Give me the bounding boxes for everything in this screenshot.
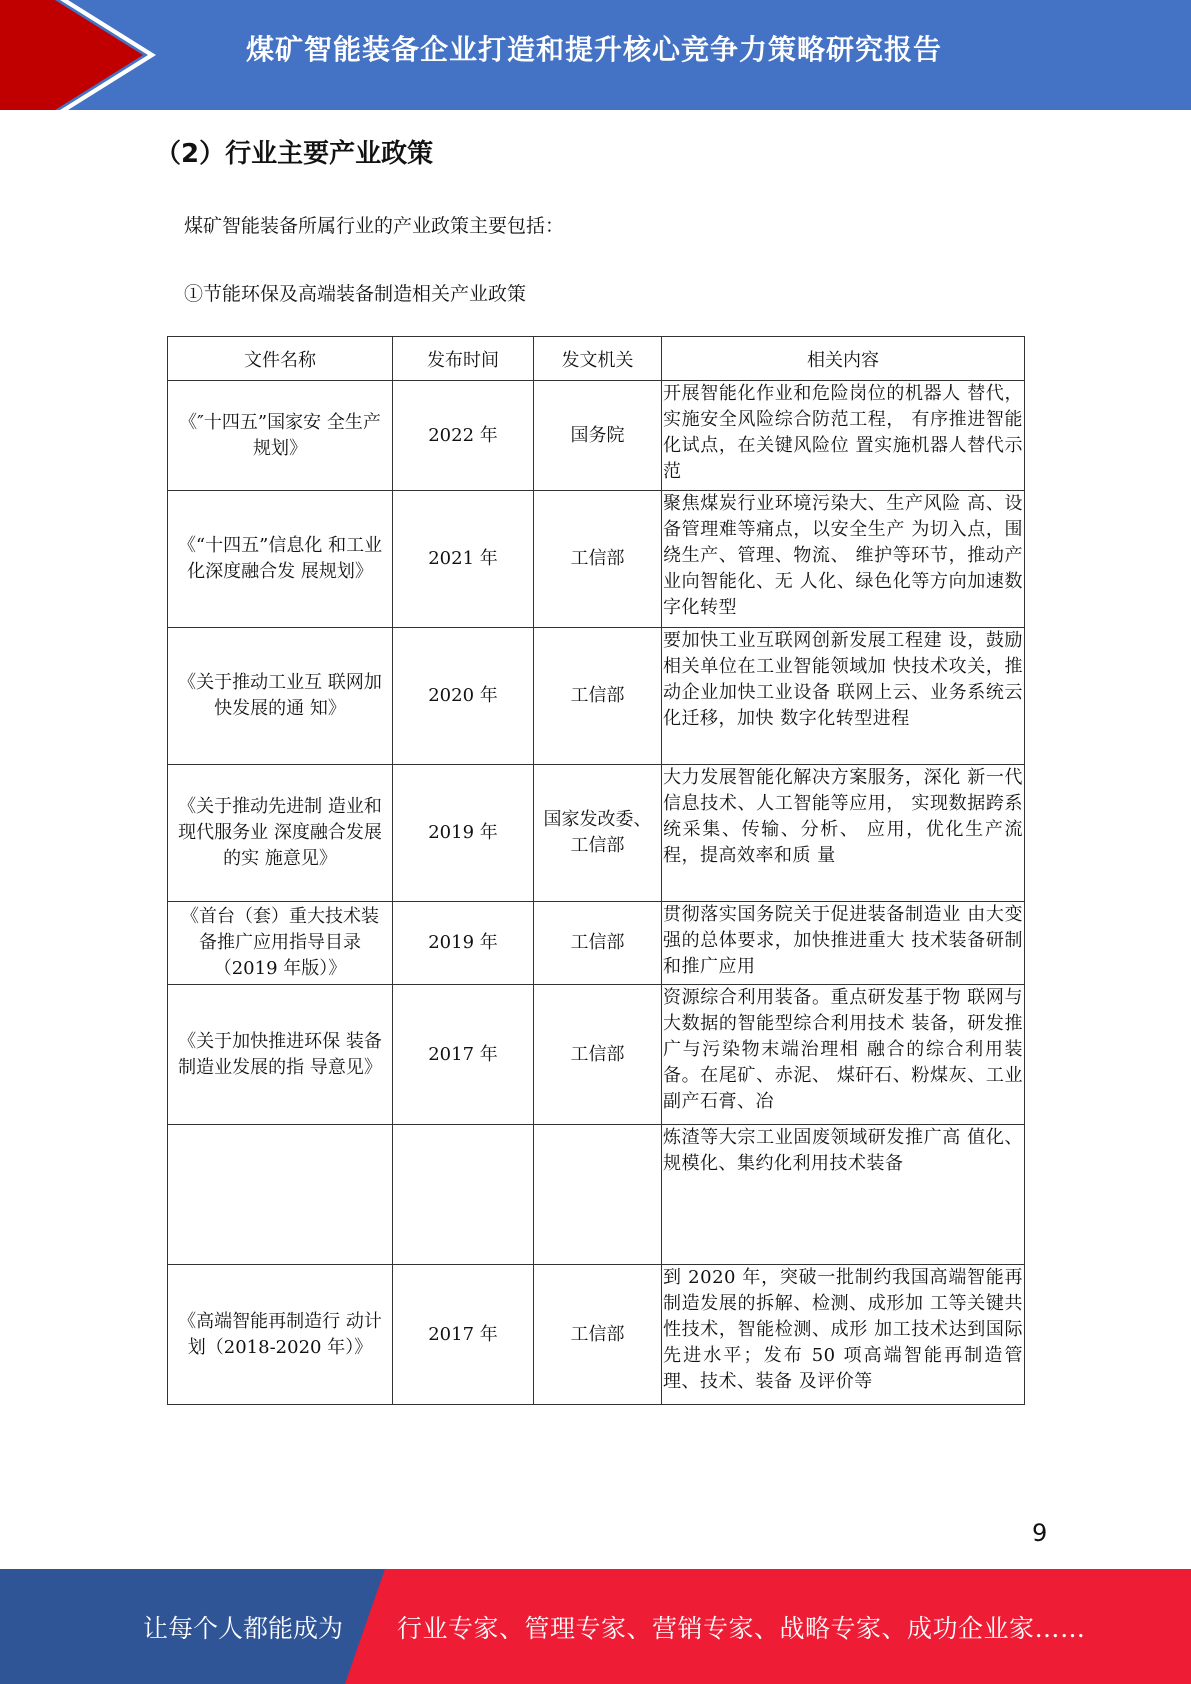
content-cell: 聚焦煤炭行业环境污染大、生产风险 高、设备管理难等痛点，以安全生产 为切入点，围绕生产、管理、物流、 维护等环节，推动产业向智能化、无 人化、绿色化等方向加速数字化转型 — [662, 491, 1025, 628]
issuing-agency-cell: 工信部 — [534, 491, 662, 628]
table-row — [168, 902, 1025, 985]
report-title: 煤矿智能装备企业打造和提升核心竞争力策略研究报告 — [246, 33, 943, 66]
publish-date-cell: 2021 年 — [393, 491, 534, 628]
page-header — [0, 0, 1191, 110]
issuing-agency-cell: 国务院 — [534, 381, 662, 491]
header-chevron-decoration — [0, 0, 160, 110]
content-cell: 资源综合利用装备。重点研发基于物 联网与大数据的智能型综合利用技术 装备，研发推广与污染物末端治理相 融合的综合利用装备。在尾矿、赤泥、 煤矸石、粉煤灰、工业副产石膏、冶 — [662, 985, 1025, 1125]
document-name-cell: 《首台（套）重大技术装备推广应用指导目录（2019 年版）》 — [168, 902, 393, 985]
document-name-cell: 《高端智能再制造行 动计划（2018-2020 年）》 — [168, 1265, 393, 1405]
issuing-agency-cell: 工信部 — [534, 1265, 662, 1405]
column-header-content: 相关内容 — [662, 337, 1025, 381]
content-cell: 大力发展智能化解决方案服务，深化 新一代信息技术、人工智能等应用， 实现数据跨系统采集、传输、分析、 应用，优化生产流程，提高效率和质 量 — [662, 765, 1025, 902]
sub-heading: ①节能环保及高端装备制造相关产业政策 — [184, 283, 527, 305]
document-name-cell — [168, 1125, 393, 1265]
column-header-agency: 发文机关 — [534, 337, 662, 381]
publish-date-cell: 2019 年 — [393, 902, 534, 985]
table-row — [168, 765, 1025, 902]
issuing-agency-cell: 工信部 — [534, 628, 662, 765]
document-name-cell: 《关于加快推进环保 装备制造业发展的指 导意见》 — [168, 985, 393, 1125]
section-heading: （2）行业主要产业政策 — [155, 139, 434, 169]
column-header-name: 文件名称 — [168, 337, 393, 381]
document-name-cell: 《关于推动工业互 联网加快发展的通 知》 — [168, 628, 393, 765]
table-row — [168, 491, 1025, 628]
issuing-agency-cell: 工信部 — [534, 985, 662, 1125]
publish-date-cell: 2019 年 — [393, 765, 534, 902]
document-name-cell: 《″十四五”国家安 全生产规划》 — [168, 381, 393, 491]
table-row — [168, 381, 1025, 491]
document-name-cell: 《“十四五”信息化 和工业化深度融合发 展规划》 — [168, 491, 393, 628]
publish-date-cell: 2020 年 — [393, 628, 534, 765]
issuing-agency-cell: 国家发改委、工信部 — [534, 765, 662, 902]
table-header-row — [168, 337, 1025, 381]
footer-slogan-right: 行业专家、管理专家、营销专家、战略专家、成功企业家…… — [397, 1614, 1086, 1643]
column-header-date: 发布时间 — [393, 337, 534, 381]
publish-date-cell: 2022 年 — [393, 381, 534, 491]
publish-date-cell: 2017 年 — [393, 985, 534, 1125]
issuing-agency-cell — [534, 1125, 662, 1265]
table-row — [168, 1265, 1025, 1405]
issuing-agency-cell: 工信部 — [534, 902, 662, 985]
publish-date-cell: 2017 年 — [393, 1265, 534, 1405]
document-name-cell: 《关于推动先进制 造业和现代服务业 深度融合发展的实 施意见》 — [168, 765, 393, 902]
intro-paragraph: 煤矿智能装备所属行业的产业政策主要包括： — [184, 215, 565, 237]
content-cell: 到 2020 年，突破一批制约我国高端智能再制造发展的拆解、检测、成形加 工等关键共性技术，智能检测、成形 加工技术达到国际先进水平；发布 50 项高端智能再制造管理、技术、装备 及评价等 — [662, 1265, 1025, 1405]
table-row — [168, 985, 1025, 1125]
content-cell: 开展智能化作业和危险岗位的机器人 替代，实施安全风险综合防范工程， 有序推进智能化试点，在关键风险位 置实施机器人替代示范 — [662, 381, 1025, 491]
table-row — [168, 628, 1025, 765]
content-cell: 炼渣等大宗工业固废领域研发推广高 值化、规模化、集约化利用技术装备 — [662, 1125, 1025, 1265]
publish-date-cell — [393, 1125, 534, 1265]
table-row — [168, 1125, 1025, 1265]
content-cell: 要加快工业互联网创新发展工程建 设，鼓励相关单位在工业智能领域加 快技术攻关，推动企业加快工业设备 联网上云、业务系统云化迁移，加快 数字化转型进程 — [662, 628, 1025, 765]
footer-slogan-left: 让每个人都能成为 — [143, 1614, 344, 1643]
content-cell: 贯彻落实国务院关于促进装备制造业 由大变强的总体要求，加快推进重大 技术装备研制和推广应用 — [662, 902, 1025, 985]
page-number: 9 — [1032, 1519, 1048, 1547]
policy-table — [167, 336, 1025, 1405]
page-footer — [0, 1569, 1191, 1684]
